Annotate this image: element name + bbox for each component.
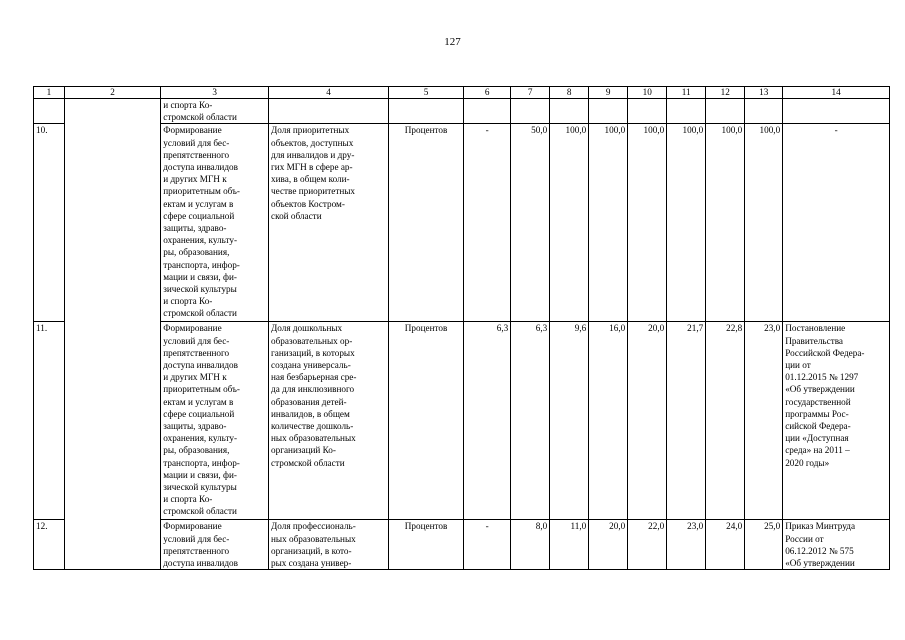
row-number: 11. <box>34 322 65 520</box>
column-header: 11 <box>667 87 706 99</box>
value-cell: 11,0 <box>550 520 589 570</box>
indicators-table <box>33 86 890 570</box>
indicator-text: Доля профессиональ- ных образовательных организаций, в кото- рых создана универ- <box>271 521 356 569</box>
value-cell: 100,0 <box>745 124 783 322</box>
measure-text: и спорта Ко- стромской области <box>163 100 237 123</box>
column-header: 14 <box>783 87 890 99</box>
value-cell: 100,0 <box>589 124 628 322</box>
basis-text: - <box>834 125 838 136</box>
value-cell: 16,0 <box>589 322 628 520</box>
column-number-row <box>34 87 890 99</box>
column-header: 8 <box>550 87 589 99</box>
value-cell: 24,0 <box>706 520 745 570</box>
table-row <box>34 322 890 520</box>
value-cell: 22,8 <box>706 322 745 520</box>
indicator-text: Доля дошкольных образовательных ор- ганизаций, в которых создана универсаль- ная безбарьерная сре- да для инклюзивного образования детей- инвалидов, в общем количестве дошколь- ных образовательных организаций Ко- стромской области <box>271 323 357 468</box>
goal-cell <box>64 99 160 570</box>
basis-text: Постановление Правительства Российской Федера- ции от 01.12.2015 № 1297 «Об утверждении государственной программы Рос- сийской Федера- ции «Доступная среда» на 2011 – 2020 годы» <box>785 323 865 468</box>
column-header: 2 <box>64 87 160 99</box>
unit-cell: Процентов <box>389 124 464 322</box>
value-cell: 23,0 <box>667 520 706 570</box>
column-header: 5 <box>389 87 464 99</box>
table-row <box>34 124 890 322</box>
value-cell: 50,0 <box>511 124 550 322</box>
row-number: 12. <box>34 520 65 570</box>
measure-text: Формирование условий для бес- препятственного доступа инвалидов и других МГН к приоритетным объ- ектам и услугам в сфере социальной защиты, здраво- охранения, культу- ры, образования, транспорта, инфор- мации и связи, фи- зической культуры и спорта Ко- стромской области <box>163 323 240 517</box>
page-number: 127 <box>444 36 461 48</box>
row-number: 10. <box>34 124 65 322</box>
value-cell: 9,6 <box>550 322 589 520</box>
value-cell: 25,0 <box>745 520 783 570</box>
column-header: 4 <box>269 87 389 99</box>
column-header: 12 <box>706 87 745 99</box>
column-header: 3 <box>161 87 269 99</box>
value-cell: 22,0 <box>628 520 667 570</box>
value-cell: 21,7 <box>667 322 706 520</box>
value-cell: 6,3 <box>511 322 550 520</box>
basis-cell <box>783 124 890 322</box>
value-cell: 8,0 <box>511 520 550 570</box>
continuation-row <box>34 99 890 124</box>
indicator-text: Доля приоритетных объектов, доступных для инвалидов и дру- гих МГН в сфере ар- хива, в общем коли- честве приоритетных объектов Костром- ской области <box>271 125 356 221</box>
value-cell: 100,0 <box>550 124 589 322</box>
unit-cell: Процентов <box>389 520 464 570</box>
measure-text: Формирование условий для бес- препятственного доступа инвалидов <box>163 521 238 569</box>
value-cell: 100,0 <box>667 124 706 322</box>
value-cell: - <box>464 124 511 322</box>
measure-text: Формирование условий для бес- препятственного доступа инвалидов и других МГН к приоритетным объ- ектам и услугам в сфере социальной защиты, здраво- охранения, культу- ры, образования, транспорта, инфор- мации и связи, фи- зической культуры и спорта Ко- стромской области <box>163 125 240 319</box>
value-cell: 23,0 <box>745 322 783 520</box>
basis-cell <box>783 322 890 520</box>
value-cell: 100,0 <box>706 124 745 322</box>
basis-text: Приказ Минтруда России от 06.12.2012 № 575 «Об утверждении <box>785 521 856 569</box>
basis-cell <box>783 520 890 570</box>
value-cell: 100,0 <box>628 124 667 322</box>
value-cell: 6,3 <box>464 322 511 520</box>
value-cell: 20,0 <box>628 322 667 520</box>
value-cell: 20,0 <box>589 520 628 570</box>
table-row <box>34 520 890 570</box>
column-header: 6 <box>464 87 511 99</box>
column-header: 10 <box>628 87 667 99</box>
unit-cell: Процентов <box>389 322 464 520</box>
column-header: 1 <box>34 87 65 99</box>
column-header: 7 <box>511 87 550 99</box>
column-header: 13 <box>745 87 783 99</box>
column-header: 9 <box>589 87 628 99</box>
value-cell: - <box>464 520 511 570</box>
